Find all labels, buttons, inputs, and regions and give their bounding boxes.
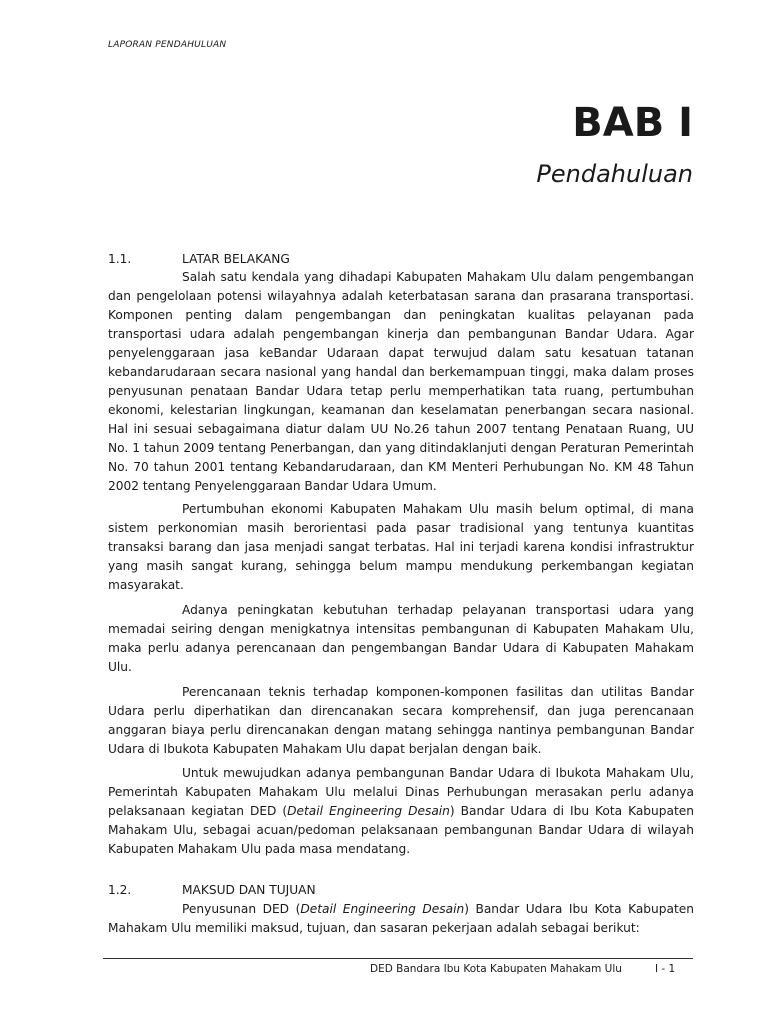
paragraph-3: Adanya peningkatan kebutuhan terhadap pelayanan transportasi udara yang memadai seiring dengan menigkatnya intensitas pembangunan di Kabupaten Mahakam Ulu, maka perlu adanya perencanaan dan pengembangan Bandar Udara di Kabupaten Mahakam Ulu.: [108, 603, 694, 674]
paragraph-6-italic: Detail Engineering Desain: [300, 902, 465, 916]
paragraph-2: Pertumbuhan ekonomi Kabupaten Mahakam Ulu masih belum optimal, di mana sistem perkonomian masih berorientasi pada pasar tradisional yang tentunya kuantitas transaksi barang dan jasa menjadi sangat terbatas. Hal ini terjadi karena kondisi infrastruktur yang masih sangat kurang, sehingga belum mampu mendukung perkembangan kegiatan masyarakat.: [108, 502, 694, 592]
footer-divider: [103, 958, 693, 959]
paragraph-5-text-a: Untuk mewujudkan adanya pembangunan Bandar Udara di Ibukota Mahakam Ulu, Pemerintah Kabupaten Mahakam Ulu melalui Dinas Perhubungan merasakan perlu adanya pelaksanaan kegiatan DED (: [108, 766, 694, 818]
section-title: LATAR BELAKANG: [182, 252, 290, 266]
paragraph-5-text-b: ) Bandar Udara di Ibu Kota Kabupaten Mahakam Ulu, sebagai acuan/pedoman pelaksanaan pembangunan Bandar Udara di wilayah Kabupaten Mahakam Ulu pada masa mendatang.: [108, 804, 694, 856]
section-title: MAKSUD DAN TUJUAN: [182, 883, 316, 897]
paragraph-5: [108, 764, 694, 859]
running-header: LAPORAN PENDAHULUAN: [108, 40, 227, 50]
paragraph-4: Perencanaan teknis terhadap komponen-komponen fasilitas dan utilitas Bandar Udara perlu diperhatikan dan direncanakan secara komprehensif, dan juga perencanaan anggaran biaya perlu direncanakan dengan matang sehingga nantinya pembangunan Bandar Udara di Ibukota Kabupaten Mahakam Ulu dapat berjalan dengan baik.: [108, 685, 694, 756]
paragraph-5-italic: Detail Engineering Desain: [287, 804, 450, 818]
paragraph-6-text-b: ) Bandar Udara Ibu Kota Kabupaten Mahakam Ulu memiliki maksud, tujuan, dan sasaran pekerjaan adalah sebagai berikut:: [108, 902, 694, 935]
chapter-title: BAB I: [572, 100, 693, 146]
paragraph-6-text-a: Penyusunan DED (: [182, 902, 301, 916]
paragraph-6: [108, 900, 694, 938]
paragraph-1: Salah satu kendala yang dihadapi Kabupaten Mahakam Ulu dalam pengembangan dan pengelolaan potensi wilayahnya adalah keterbatasan sarana dan prasarana transportasi. Komponen penting dalam pengembangan dan peningkatan kualitas pelayanan pada transportasi udara adalah pengembangan kinerja dan pembangunan Bandar Udara. Agar penyelenggaraan jasa keBandar Udaraan dapat terwujud dalam satu kesatuan tatanan kebandarudaraan secara nasional yang handal dan berkemampuan tinggi, maka dalam proses penyusunan penataan Bandar Udara tetap perlu memperhatikan tata ruang, pertumbuhan ekonomi, kelestarian lingkungan, keamanan dan keselamatan penerbangan secara nasional. Hal ini sesuai sebagaimana diatur dalam UU No.26 tahun 2007 tentang Penataan Ruang, UU No. 1 tahun 2009 tentang Penerbangan, dan yang ditindaklanjuti dengan Peraturan Pemerintah No. 70 tahun 2001 tentang Kebandarudaraan, dan KM Menteri Perhubungan No. KM 48 Tahun 2002 tentang Penyelenggaraan Bandar Udara Umum.: [108, 270, 694, 493]
footer-title: DED Bandara Ibu Kota Kabupaten Mahakam Ulu: [370, 963, 622, 975]
section-number: 1.1.: [108, 252, 132, 266]
page-number: I - 1: [655, 963, 676, 975]
chapter-subtitle: Pendahuluan: [536, 160, 693, 188]
section-number: 1.2.: [108, 883, 132, 897]
